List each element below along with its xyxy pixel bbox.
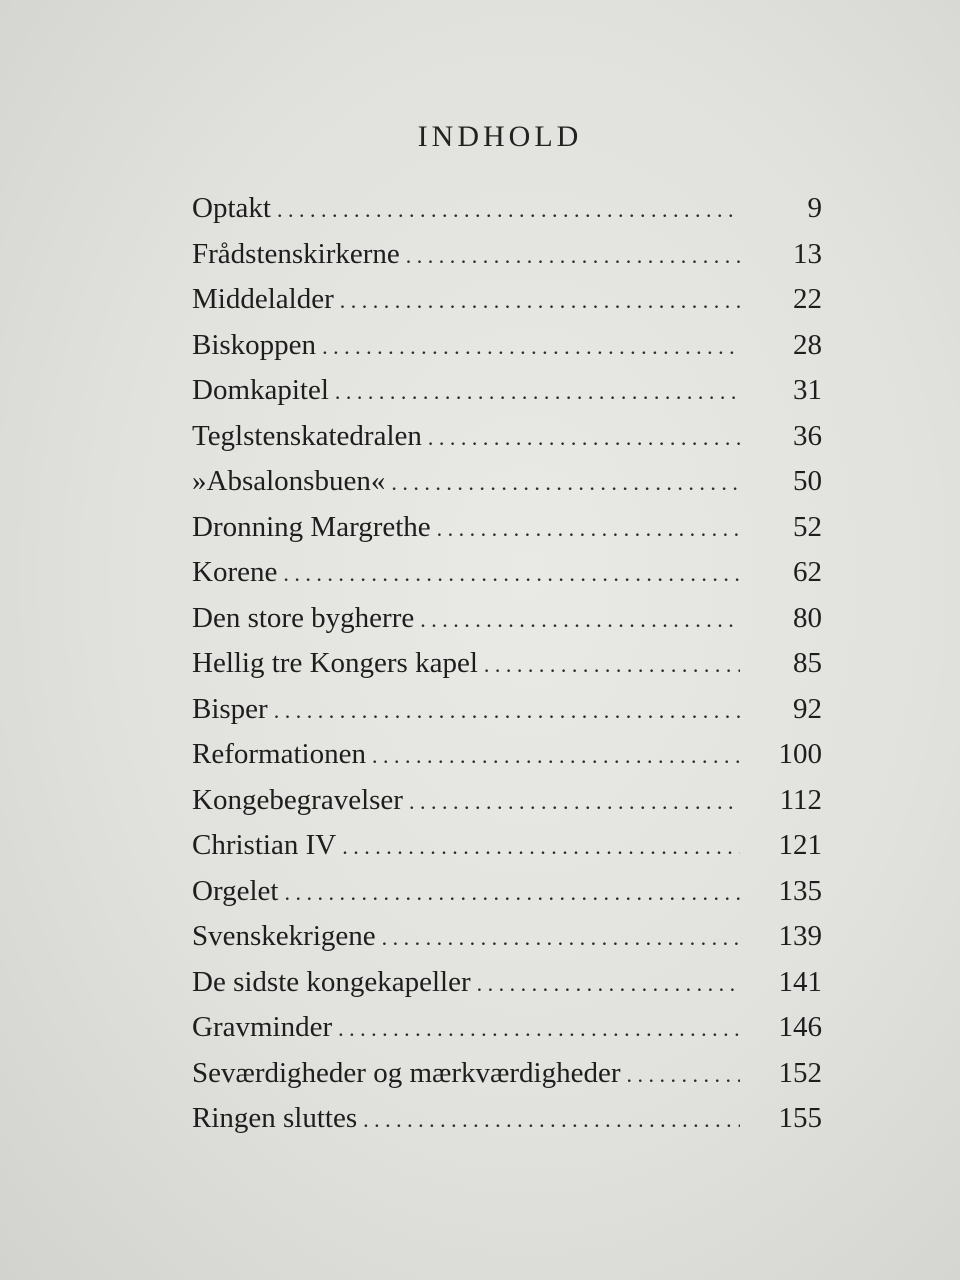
toc-entry <box>192 784 822 830</box>
toc-entry <box>192 738 822 784</box>
toc-entry-title: Domkapitel <box>192 374 329 406</box>
dot-leader <box>626 1062 740 1088</box>
dot-leader <box>437 516 740 542</box>
toc-entry-title: Teglstenskatedralen <box>192 419 422 452</box>
toc-entry-page-number: 80 <box>793 601 822 634</box>
toc-entry-title: Den store bygherre <box>192 601 415 634</box>
toc-entry-page-number: 121 <box>778 829 822 861</box>
dot-leader <box>274 698 740 724</box>
toc-entry-page-number: 139 <box>778 920 822 952</box>
toc-entry-title: Optakt <box>192 192 271 224</box>
toc-entry <box>192 465 822 511</box>
toc-entry-page-number: 85 <box>793 647 822 679</box>
toc-entry-title: Reformationen <box>192 738 366 770</box>
toc-entry-title: De sidste kongekapeller <box>192 965 471 998</box>
toc-entry <box>192 966 822 1012</box>
toc-entry-title: Frådstenskirkerne <box>192 237 400 270</box>
toc-entry-page-number: 155 <box>778 1102 822 1134</box>
toc-entry-page-number: 141 <box>778 965 822 998</box>
dot-leader <box>342 834 740 860</box>
toc-entry-title: Dronning Margrethe <box>192 510 431 543</box>
dot-leader <box>363 1107 740 1133</box>
dot-leader <box>382 925 740 951</box>
toc-entry-title: Hellig tre Kongers kapel <box>192 647 478 679</box>
toc-entry-title: Christian IV <box>192 829 337 861</box>
toc-entry-page-number: 31 <box>793 374 822 406</box>
toc-entry <box>192 420 822 466</box>
dot-leader <box>428 425 740 451</box>
toc-entry-page-number: 36 <box>793 419 822 452</box>
toc-entry <box>192 329 822 375</box>
dot-leader <box>409 789 740 815</box>
toc-entry-page-number: 62 <box>793 556 822 588</box>
toc-entry <box>192 374 822 420</box>
toc-entry-title: Orgelet <box>192 874 279 907</box>
toc-entry-title: Seværdigheder og mærkværdigheder <box>192 1056 621 1089</box>
toc-entry-page-number: 135 <box>778 874 822 907</box>
dot-leader <box>335 379 740 405</box>
page-title: INDHOLD <box>417 120 583 153</box>
dot-leader <box>338 1016 740 1042</box>
toc-entry <box>192 647 822 693</box>
toc-entry-title: Middelalder <box>192 283 334 315</box>
dot-leader <box>406 243 740 269</box>
toc-entry-title: Kongebegravelser <box>192 783 403 816</box>
dot-leader <box>372 743 740 769</box>
toc-entry-page-number: 92 <box>793 692 822 725</box>
toc-entry <box>192 192 822 238</box>
toc-entry-title: Biskoppen <box>192 328 317 361</box>
toc-entry-title: »Absalonsbuen« <box>192 465 386 497</box>
toc-entry-title: Gravminder <box>192 1011 333 1043</box>
toc-entry-page-number: 152 <box>778 1056 822 1089</box>
toc-entry <box>192 238 822 284</box>
dot-leader <box>322 334 740 360</box>
dot-leader <box>277 197 740 223</box>
toc-entry <box>192 511 822 557</box>
toc-entry-page-number: 52 <box>793 510 822 543</box>
toc-entry-page-number: 9 <box>807 192 822 224</box>
toc-entry <box>192 283 822 329</box>
toc-entry <box>192 602 822 648</box>
toc-entry-title: Bisper <box>192 692 268 725</box>
dot-leader <box>477 971 740 997</box>
toc-entry <box>192 1102 822 1148</box>
toc-entry <box>192 1011 822 1057</box>
dot-leader <box>420 607 740 633</box>
toc-entry-title: Ringen sluttes <box>192 1102 358 1134</box>
toc-entry-page-number: 28 <box>793 328 822 361</box>
dot-leader <box>340 288 740 314</box>
toc-entry-page-number: 146 <box>778 1011 822 1043</box>
dot-leader <box>283 561 740 587</box>
toc-entry <box>192 693 822 739</box>
toc-entry-page-number: 50 <box>793 465 822 497</box>
dot-leader <box>284 880 740 906</box>
toc-entry-page-number: 100 <box>778 738 822 770</box>
table-of-contents <box>192 192 822 1148</box>
toc-entry <box>192 920 822 966</box>
toc-entry-title: Korene <box>192 556 278 588</box>
toc-entry <box>192 1057 822 1103</box>
dot-leader <box>391 470 740 496</box>
toc-entry-page-number: 112 <box>779 783 822 816</box>
toc-entry <box>192 875 822 921</box>
toc-entry-page-number: 22 <box>793 283 822 315</box>
toc-entry <box>192 829 822 875</box>
toc-entry <box>192 556 822 602</box>
toc-entry-page-number: 13 <box>793 237 822 270</box>
dot-leader <box>484 652 740 678</box>
toc-entry-title: Svenskekrigene <box>192 920 376 952</box>
